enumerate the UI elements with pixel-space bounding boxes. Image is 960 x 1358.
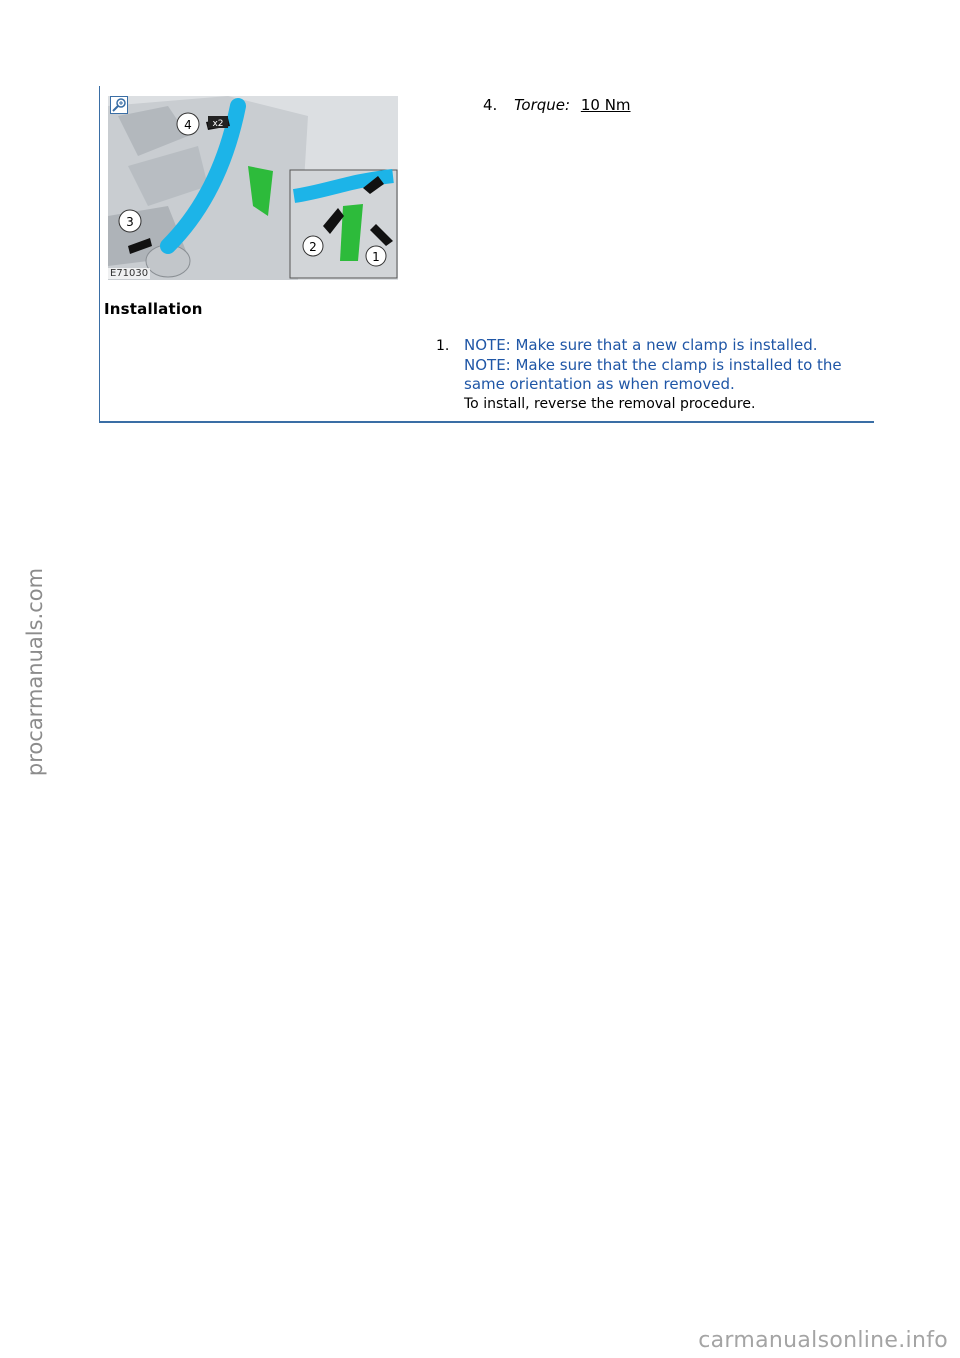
step-1-number: 1. bbox=[436, 338, 450, 354]
engine-illustration-drawing bbox=[108, 96, 398, 280]
note-clamp-orientation-line2: same orientation as when removed. bbox=[464, 375, 735, 393]
multiplier-label: x2 bbox=[212, 119, 224, 129]
torque-value: 10 Nm bbox=[580, 96, 631, 114]
callout-2: 2 bbox=[309, 240, 317, 254]
figure-id-label: E71030 bbox=[110, 268, 149, 279]
callout-1: 1 bbox=[372, 250, 380, 264]
watermark-left-text: procarmanuals.com bbox=[23, 567, 47, 777]
callout-4: 4 bbox=[184, 118, 192, 132]
step-4-number: 4. bbox=[483, 96, 498, 114]
torque-label: Torque: bbox=[514, 96, 571, 114]
note-new-clamp: NOTE: Make sure that a new clamp is installed. bbox=[464, 336, 818, 354]
section-title-installation: Installation bbox=[104, 300, 203, 318]
watermark-bottom: carmanualsonline.info bbox=[698, 1328, 948, 1353]
watermark-left bbox=[22, 560, 48, 780]
zoom-in-icon[interactable] bbox=[110, 96, 128, 114]
note-clamp-orientation-line1: NOTE: Make sure that the clamp is installed to the bbox=[464, 356, 842, 374]
engine-illustration bbox=[108, 96, 398, 280]
callout-3: 3 bbox=[126, 215, 134, 229]
install-instruction: To install, reverse the removal procedure. bbox=[464, 396, 756, 412]
step-4 bbox=[483, 96, 631, 114]
